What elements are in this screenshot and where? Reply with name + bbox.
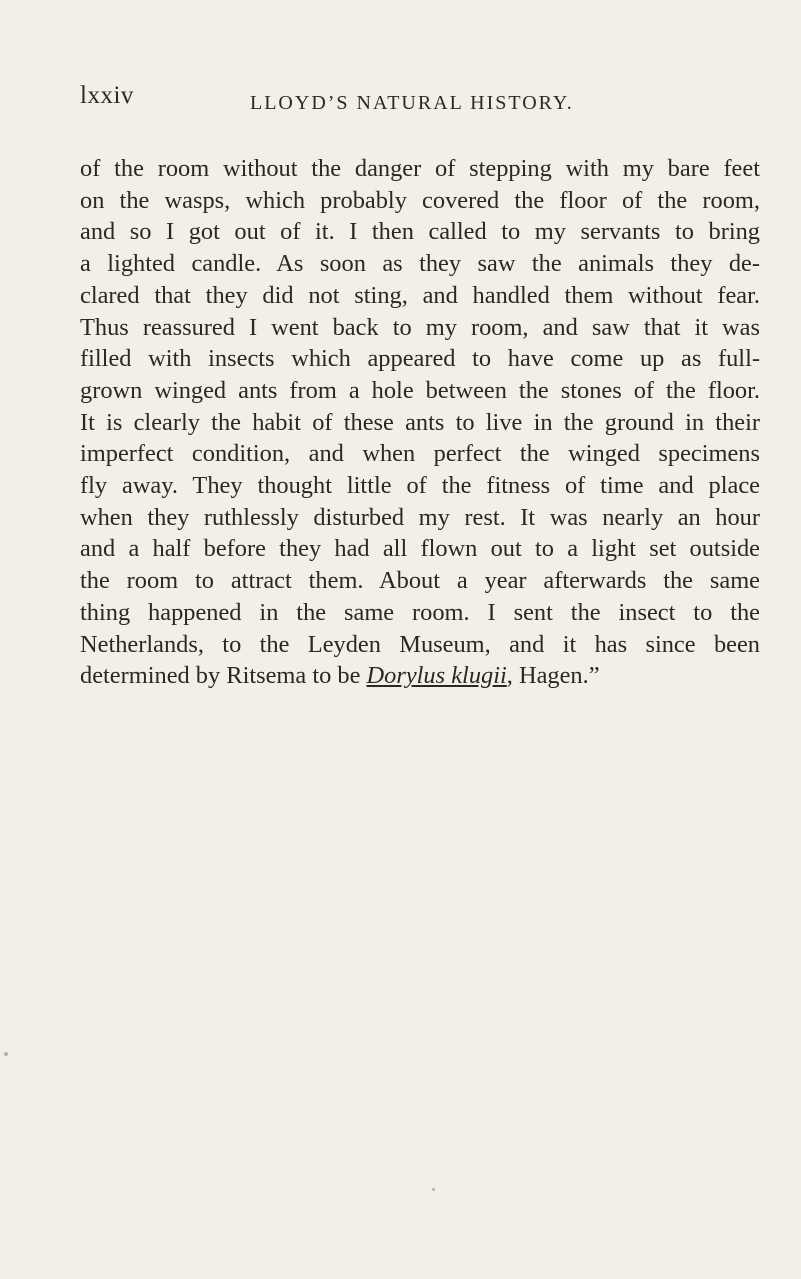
text-line: filled with insects which appeared to have come up as full- bbox=[80, 345, 760, 373]
text-line: Netherlands, to the Leyden Museum, and it has since been bbox=[80, 630, 760, 658]
text-line: and so I got out of it. I then called to my servants to bring bbox=[80, 218, 760, 246]
text-line: Thus reassured I went back to my room, and saw that it was bbox=[80, 313, 760, 341]
body-paragraph bbox=[80, 153, 760, 692]
text-line: fly away. They thought little of the fitness of time and place bbox=[80, 472, 760, 500]
text-line: It is clearly the habit of these ants to live in the ground in their bbox=[80, 408, 760, 436]
text-line: thing happened in the same room. I sent the insect to the bbox=[80, 598, 760, 626]
text-line: of the room without the danger of stepping with my bare feet bbox=[80, 155, 760, 182]
text-fragment: , Hagen.” bbox=[506, 662, 600, 690]
text-fragment: determined by Ritsema to be bbox=[80, 662, 367, 690]
paper-speck bbox=[432, 1188, 435, 1191]
text-line: clared that they did not sting, and handled them without fear. bbox=[80, 281, 760, 309]
text-line: and a half before they had all flown out to a light set outside bbox=[80, 535, 760, 563]
text-line: when they ruthlessly disturbed my rest. It was nearly an hour bbox=[80, 503, 760, 531]
paper-speck bbox=[4, 1052, 8, 1056]
text-line: a lighted candle. As soon as they saw the animals they de- bbox=[80, 250, 760, 278]
species-name: Dorylus klugii bbox=[366, 662, 507, 690]
page-number: lxxiv bbox=[80, 82, 134, 109]
text-line: on the wasps, which probably covered the floor of the room, bbox=[80, 186, 760, 214]
text-line: grown winged ants from a hole between the stones of the floor. bbox=[80, 376, 760, 404]
text-line: imperfect condition, and when perfect the winged specimens bbox=[80, 440, 760, 468]
text-line: the room to attract them. About a year afterwards the same bbox=[80, 567, 760, 595]
running-head: LLOYD’S NATURAL HISTORY. bbox=[250, 92, 574, 114]
text-line-final bbox=[80, 660, 760, 692]
